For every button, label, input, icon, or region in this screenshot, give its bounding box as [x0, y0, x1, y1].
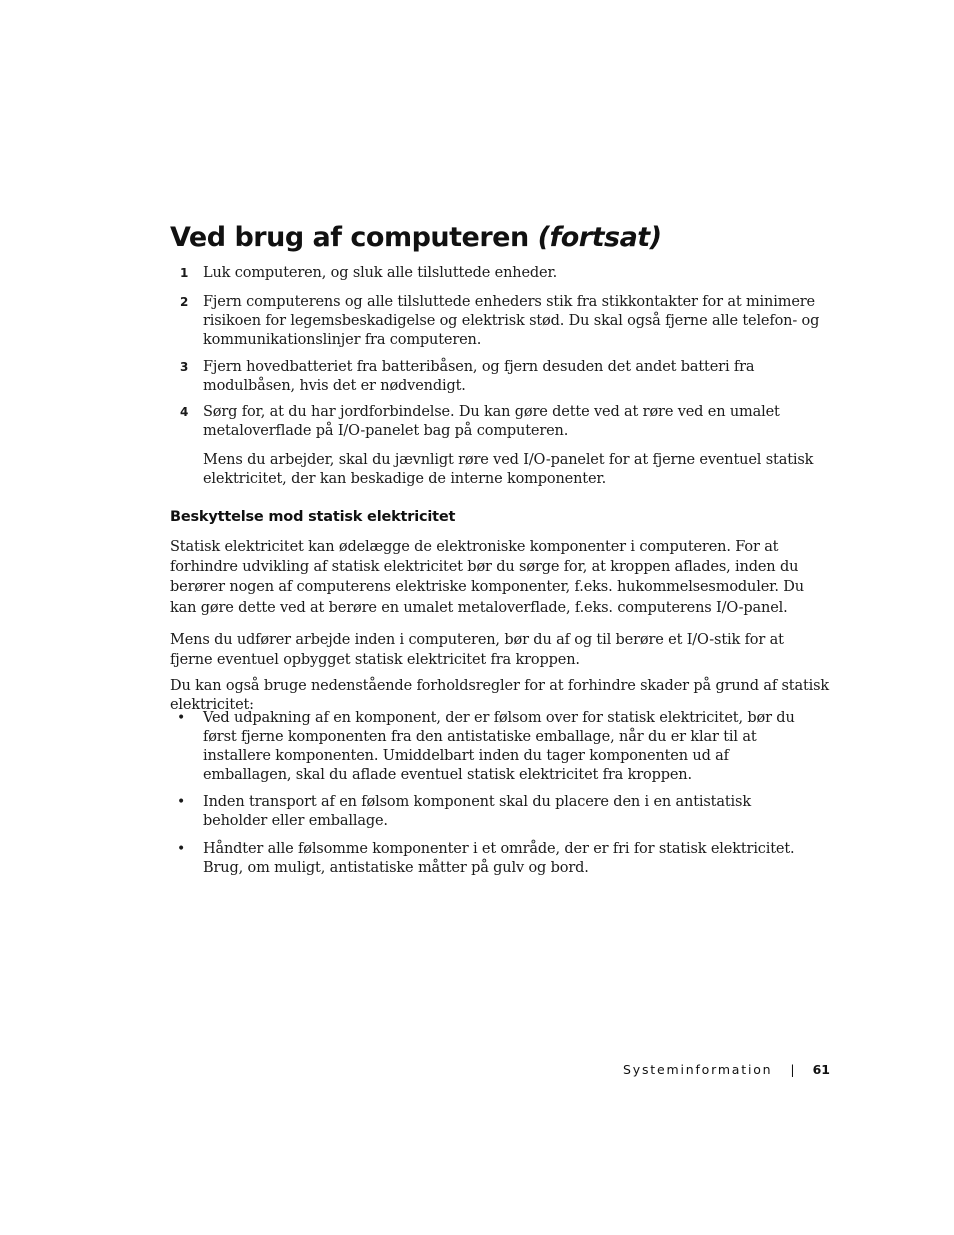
- paragraph: Du kan også bruge nedenstående forholdsregler for at forhindre skader på grund af statisk elektricitet:: [170, 678, 830, 713]
- step-text: Fjern computerens og alle tilsluttede enheders stik fra stikkontakter for at minimere risikoen for legemsbeskadigelse og elektrisk stød. Du skal også fjerne alle telefon- og kommunikationslinjer fra computeren.: [203, 294, 820, 348]
- page-title: [170, 222, 662, 253]
- bullet-icon: •: [177, 710, 186, 726]
- step-note: Mens du arbejder, skal du jævnligt røre ved I/O-panelet for at fjerne eventuel statisk elektricitet, der kan beskadige de interne komponenter.: [203, 452, 814, 487]
- bullet-icon: •: [177, 841, 186, 857]
- page-title-text: Ved brug af computeren: [170, 222, 529, 253]
- step-number: 4: [180, 405, 189, 419]
- list-item: [177, 840, 830, 878]
- step-number: 2: [180, 295, 189, 309]
- step-text: Fjern hovedbatteriet fra batteribåsen, og fjern desuden det andet batteri fra modulbåsen, hvis det er nødvendigt.: [203, 359, 755, 394]
- footer-separator: |: [790, 1062, 795, 1077]
- step-number: 3: [180, 360, 189, 374]
- list-item-text: Håndter alle følsomme komponenter i et område, der er fri for statisk elektricitet. Brug, om muligt, antistatiske måtter på gulv og bord.: [203, 841, 795, 876]
- numbered-step: [180, 403, 830, 441]
- page-title-continued: (fortsat): [537, 222, 662, 253]
- footer-section-name: Systeminformation: [623, 1062, 773, 1077]
- step-text: Luk computeren, og sluk alle tilsluttede enheder.: [203, 265, 558, 281]
- bullet-icon: •: [177, 794, 186, 810]
- list-item: [177, 709, 830, 785]
- list-item: [177, 793, 830, 831]
- paragraph: Mens du udfører arbejde inden i computeren, bør du af og til berøre et I/O-stik for at fjerne eventuel opbygget statisk elektricitet fra kroppen.: [170, 632, 784, 669]
- page-number: 61: [812, 1062, 830, 1077]
- step-text: Sørg for, at du har jordforbindelse. Du kan gøre dette ved at røre ved en umalet metaloverflade på I/O-panelet bag på computeren.: [203, 404, 780, 439]
- section-heading: Beskyttelse mod statisk elektricitet: [170, 509, 456, 525]
- numbered-step: [180, 264, 830, 283]
- step-number: 1: [180, 266, 189, 280]
- numbered-step: [180, 293, 830, 350]
- list-item-text: Inden transport af en følsom komponent skal du placere den i en antistatisk beholder eller emballage.: [203, 794, 751, 829]
- numbered-step: [180, 358, 830, 396]
- page-footer: [623, 1062, 830, 1077]
- list-item-text: Ved udpakning af en komponent, der er følsom over for statisk elektricitet, bør du først fjerne komponenten fra den antistatiske emballage, når du er klar til at installere komponenten. Umiddelbart inden du tager komponenten ud af emballagen, skal du aflade eventuel statisk elektricitet fra kroppen.: [203, 710, 795, 783]
- paragraph: Statisk elektricitet kan ødelægge de elektroniske komponenter i computeren. For at forhindre udvikling af statisk elektricitet bør du sørge for, at kroppen aflades, inden du berører nogen af computerens elektriske komponenter, f.eks. hukommelsesmoduler. Du kan gøre dette ved at berøre en umalet metaloverflade, f.eks. computerens I/O-panel.: [170, 539, 804, 616]
